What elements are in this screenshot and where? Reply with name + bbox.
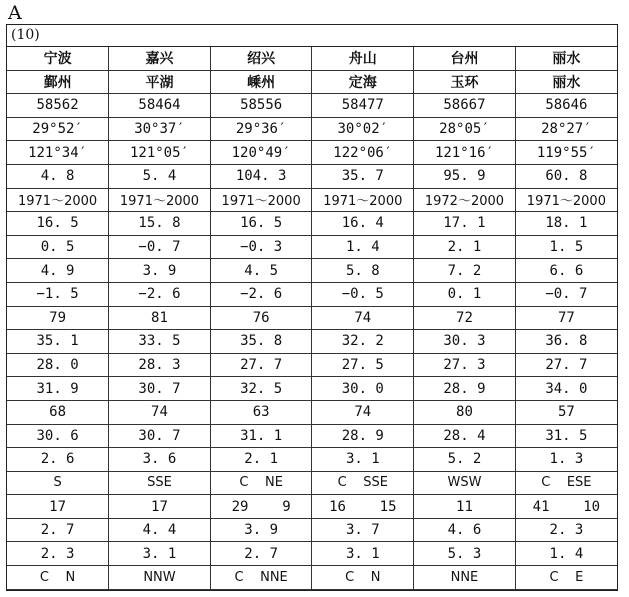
table-row <box>7 495 617 519</box>
table-cell: 30. 7 <box>109 377 211 401</box>
table-cell: 58667 <box>414 94 516 118</box>
table-cell: 29 9 <box>210 495 312 519</box>
table-row <box>7 188 617 212</box>
table-cell: C E <box>515 566 617 590</box>
table-cell: 16. 4 <box>312 212 414 236</box>
table-cell: 74 <box>312 306 414 330</box>
table-cell: 4. 4 <box>109 518 211 542</box>
table-cell: C ESE <box>515 471 617 495</box>
page-label: A <box>8 2 22 24</box>
table-row <box>7 235 617 259</box>
header-row <box>7 47 617 70</box>
table-cell: 95. 9 <box>414 164 516 188</box>
table-cell: 27. 7 <box>515 353 617 377</box>
table-cell: 4. 8 <box>7 164 109 188</box>
table-row <box>7 282 617 306</box>
table-cell: −2. 6 <box>109 282 211 306</box>
table-cell: 58464 <box>109 94 211 118</box>
table-cell: 29°36′ <box>210 117 312 141</box>
header-cell: 嵊州 <box>210 70 312 94</box>
table-cell: 77 <box>515 306 617 330</box>
header-cell: 丽水 <box>515 70 617 94</box>
table-cell: 122°06′ <box>312 141 414 165</box>
table-cell: 28. 9 <box>312 424 414 448</box>
table-row <box>7 164 617 188</box>
table-cell: 30. 3 <box>414 330 516 354</box>
table-row <box>7 117 617 141</box>
table-cell: 81 <box>109 306 211 330</box>
table-cell: 17 <box>7 495 109 519</box>
header-cell: 台州 <box>414 47 516 70</box>
table-cell: 28°27′ <box>515 117 617 141</box>
table-cell: 68 <box>7 400 109 424</box>
table-cell: 1971～2000 <box>7 188 109 212</box>
table-cell: 58646 <box>515 94 617 118</box>
table-cell: 17 <box>109 495 211 519</box>
table-cell: 28. 3 <box>109 353 211 377</box>
table-cell: 1. 4 <box>312 235 414 259</box>
table-cell: 3. 1 <box>109 542 211 566</box>
table-cell: 1. 5 <box>515 235 617 259</box>
table-cell: 3. 6 <box>109 448 211 472</box>
table-cell: 1971～2000 <box>312 188 414 212</box>
table-cell: 1971～2000 <box>515 188 617 212</box>
table-cell: 28. 4 <box>414 424 516 448</box>
table-row <box>7 306 617 330</box>
table-cell: −0. 5 <box>312 282 414 306</box>
table-cell: 0. 5 <box>7 235 109 259</box>
table-cell: 16. 5 <box>7 212 109 236</box>
header-cell: 玉环 <box>414 70 516 94</box>
table-cell: −2. 6 <box>210 282 312 306</box>
table-cell: 2. 6 <box>7 448 109 472</box>
header-cell: 舟山 <box>312 47 414 70</box>
table-cell: 5. 2 <box>414 448 516 472</box>
header-cell: 丽水 <box>515 47 617 70</box>
table-cell: 58477 <box>312 94 414 118</box>
table-cell: 15. 8 <box>109 212 211 236</box>
table-cell: 30. 6 <box>7 424 109 448</box>
table-cell: −1. 5 <box>7 282 109 306</box>
table-cell: 2. 1 <box>414 235 516 259</box>
table-body <box>7 47 617 589</box>
table-cell: C NNE <box>210 566 312 590</box>
table-cell: 4. 6 <box>414 518 516 542</box>
table-cell: 74 <box>312 400 414 424</box>
table-cell: 3. 9 <box>210 518 312 542</box>
table-cell: −0. 7 <box>109 235 211 259</box>
table-cell: 17. 1 <box>414 212 516 236</box>
table-cell: 35. 8 <box>210 330 312 354</box>
table-cell: 4. 9 <box>7 259 109 283</box>
table-cell: 31. 5 <box>515 424 617 448</box>
table-cell: 27. 7 <box>210 353 312 377</box>
table-cell: 2. 3 <box>7 542 109 566</box>
table-cell: 16. 5 <box>210 212 312 236</box>
table-cell: 104. 3 <box>210 164 312 188</box>
climate-data-table <box>7 47 617 590</box>
table-cell: 63 <box>210 400 312 424</box>
table-cell: C SSE <box>312 471 414 495</box>
table-cell: 119°55′ <box>515 141 617 165</box>
table-cell: 28°05′ <box>414 117 516 141</box>
climate-table-panel <box>6 24 618 591</box>
table-cell: 6. 6 <box>515 259 617 283</box>
table-row <box>7 566 617 590</box>
header-cell: 嘉兴 <box>109 47 211 70</box>
table-cell: 30°02′ <box>312 117 414 141</box>
table-cell: 4. 5 <box>210 259 312 283</box>
table-row <box>7 94 617 118</box>
table-cell: 32. 2 <box>312 330 414 354</box>
table-row <box>7 518 617 542</box>
table-cell: 30. 7 <box>109 424 211 448</box>
table-cell: C N <box>7 566 109 590</box>
table-cell: 58556 <box>210 94 312 118</box>
table-cell: 27. 3 <box>414 353 516 377</box>
table-cell: 1972～2000 <box>414 188 516 212</box>
table-cell: 5. 3 <box>414 542 516 566</box>
table-cell: 121°16′ <box>414 141 516 165</box>
table-cell: 30°37′ <box>109 117 211 141</box>
table-cell: 18. 1 <box>515 212 617 236</box>
header-cell: 绍兴 <box>210 47 312 70</box>
table-row <box>7 542 617 566</box>
table-cell: 28. 0 <box>7 353 109 377</box>
table-cell: −0. 7 <box>515 282 617 306</box>
table-cell: 31. 1 <box>210 424 312 448</box>
table-cell: 34. 0 <box>515 377 617 401</box>
table-cell: 31. 9 <box>7 377 109 401</box>
table-cell: 0. 1 <box>414 282 516 306</box>
table-cell: 76 <box>210 306 312 330</box>
table-cell: NNE <box>414 566 516 590</box>
table-cell: 1971～2000 <box>109 188 211 212</box>
table-cell: 1971～2000 <box>210 188 312 212</box>
header-cell: 平湖 <box>109 70 211 94</box>
table-cell: 27. 5 <box>312 353 414 377</box>
table-cell: SSE <box>109 471 211 495</box>
table-cell: 36. 8 <box>515 330 617 354</box>
table-cell: 121°34′ <box>7 141 109 165</box>
table-cell: 5. 8 <box>312 259 414 283</box>
table-cell: 30. 0 <box>312 377 414 401</box>
table-row <box>7 330 617 354</box>
table-cell: 5. 4 <box>109 164 211 188</box>
header-cell: 鄞州 <box>7 70 109 94</box>
table-row <box>7 212 617 236</box>
table-cell: 120°49′ <box>210 141 312 165</box>
table-cell: 2. 3 <box>515 518 617 542</box>
table-cell: 3. 1 <box>312 542 414 566</box>
table-row <box>7 448 617 472</box>
table-cell: 58562 <box>7 94 109 118</box>
table-cell: C NE <box>210 471 312 495</box>
table-cell: 29°52′ <box>7 117 109 141</box>
table-cell: 72 <box>414 306 516 330</box>
table-cell: 60. 8 <box>515 164 617 188</box>
table-row <box>7 259 617 283</box>
table-cell: WSW <box>414 471 516 495</box>
header-cell: 宁波 <box>7 47 109 70</box>
table-cell: 33. 5 <box>109 330 211 354</box>
table-cell: 7. 2 <box>414 259 516 283</box>
table-cell: 32. 5 <box>210 377 312 401</box>
table-caption: (10) <box>7 25 617 47</box>
table-cell: 3. 1 <box>312 448 414 472</box>
table-cell: 3. 9 <box>109 259 211 283</box>
table-cell: 57 <box>515 400 617 424</box>
table-cell: 1. 3 <box>515 448 617 472</box>
table-cell: 74 <box>109 400 211 424</box>
table-cell: 80 <box>414 400 516 424</box>
header-row <box>7 70 617 94</box>
table-cell: C N <box>312 566 414 590</box>
table-cell: 2. 1 <box>210 448 312 472</box>
table-cell: NNW <box>109 566 211 590</box>
table-cell: 121°05′ <box>109 141 211 165</box>
table-cell: 2. 7 <box>210 542 312 566</box>
table-cell: 2. 7 <box>7 518 109 542</box>
table-cell: 1. 4 <box>515 542 617 566</box>
table-cell: 3. 7 <box>312 518 414 542</box>
header-cell: 定海 <box>312 70 414 94</box>
table-row <box>7 471 617 495</box>
table-cell: −0. 3 <box>210 235 312 259</box>
table-cell: 11 <box>414 495 516 519</box>
table-cell: 16 15 <box>312 495 414 519</box>
table-row <box>7 400 617 424</box>
table-row <box>7 353 617 377</box>
table-cell: 35. 7 <box>312 164 414 188</box>
table-row <box>7 424 617 448</box>
table-row <box>7 377 617 401</box>
table-row <box>7 141 617 165</box>
table-cell: 41 10 <box>515 495 617 519</box>
table-cell: S <box>7 471 109 495</box>
table-cell: 79 <box>7 306 109 330</box>
table-cell: 28. 9 <box>414 377 516 401</box>
table-cell: 35. 1 <box>7 330 109 354</box>
